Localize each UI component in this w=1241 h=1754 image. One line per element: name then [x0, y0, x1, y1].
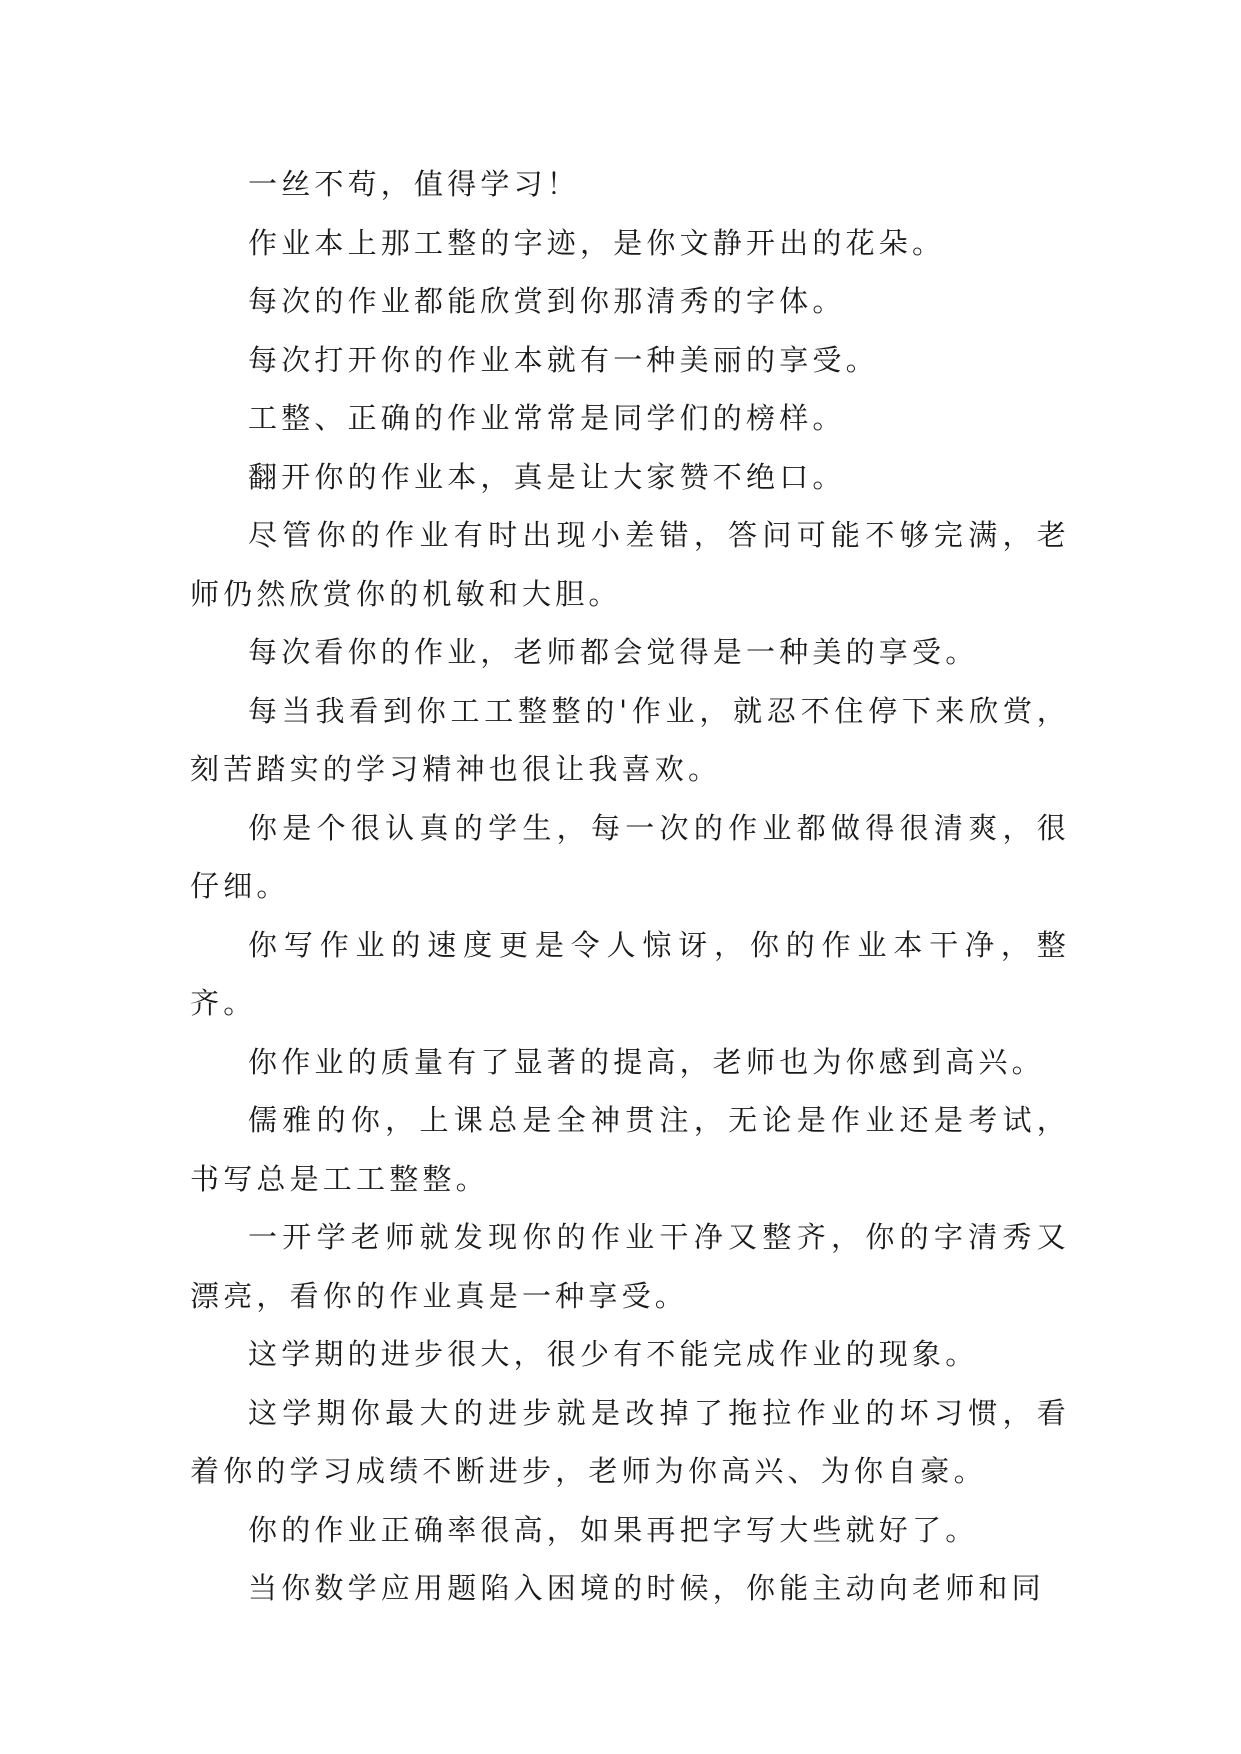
paragraph: 你写作业的速度更是令人惊讶，你的作业本干净，整齐。 — [190, 927, 1070, 1020]
paragraph: 你作业的质量有了显著的提高，老师也为你感到高兴。 — [248, 1044, 1045, 1079]
paragraph: 这学期你最大的进步就是改掉了拖拉作业的坏习惯，看着你的学习成绩不断进步，老师为你高兴、为你自豪。 — [190, 1395, 1070, 1488]
paragraph: 翻开你的作业本，真是让大家赞不绝口。 — [248, 459, 846, 494]
paragraph: 每当我看到你工工整整的'作业，就忍不住停下来欣赏，刻苦踏实的学习精神也很让我喜欢。 — [190, 693, 1070, 786]
paragraph: 尽管你的作业有时出现小差错，答问可能不够完满，老师仍然欣赏你的机敏和大胆。 — [190, 518, 1070, 611]
paragraph: 作业本上那工整的字迹，是你文静开出的花朵。 — [248, 225, 946, 260]
paragraph: 当你数学应用题陷入困境的时候，你能主动向老师和同 — [248, 1571, 1045, 1605]
paragraph: 每次打开你的作业本就有一种美丽的享受。 — [248, 342, 879, 377]
paragraph: 你的作业正确率很高，如果再把字写大些就好了。 — [248, 1512, 979, 1547]
paragraph: 工整、正确的作业常常是同学们的榜样。 — [248, 401, 846, 435]
paragraph: 一丝不苟，值得学习！ — [248, 167, 581, 201]
paragraph: 一开学老师就发现你的作业干净又整齐，你的字清秀又漂亮，看你的作业真是一种享受。 — [190, 1220, 1070, 1313]
document-body — [190, 155, 1070, 1618]
paragraph: 每次看你的作业，老师都会觉得是一种美的享受。 — [248, 635, 979, 669]
paragraph: 儒雅的你，上课总是全神贯注，无论是作业还是考试，书写总是工工整整。 — [190, 1103, 1070, 1196]
paragraph: 这学期的进步很大，很少有不能完成作业的现象。 — [248, 1337, 979, 1371]
paragraph: 你是个很认真的学生，每一次的作业都做得很清爽，很仔细。 — [190, 810, 1070, 903]
paragraph: 每次的作业都能欣赏到你那清秀的字体。 — [248, 284, 846, 318]
